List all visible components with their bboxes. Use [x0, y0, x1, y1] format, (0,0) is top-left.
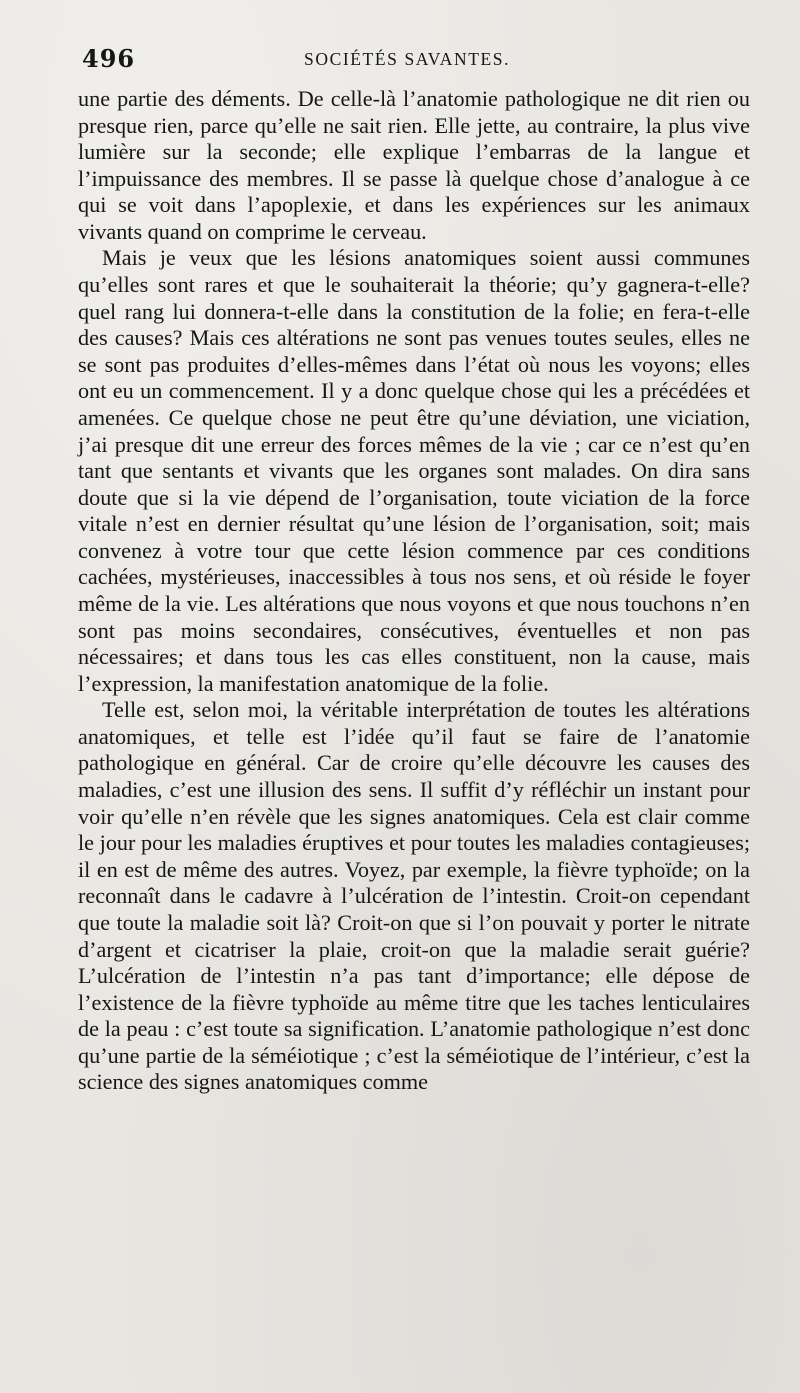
page-number: 496 [82, 44, 136, 73]
paragraph-lesions: Mais je veux que les lésions anatomiques soient aussi communes qu’elles sont rares et que le souhaiterait la théorie; qu’y gagnera-t-elle? quel rang lui donnera-t-elle dans la constitution de la folie; en fera-t-elle des causes? Mais ces altérations ne sont pas venues toutes seules, elles ne se sont pas produites d’elles-mêmes dans l’état où nous les voyons; elles ont eu un commencement. Il y a donc quelque chose qui les a précédées et amenées. Ce quelque chose ne peut être qu’une déviation, une viciation, j’ai presque dit une erreur des forces mêmes de la vie ; car ce n’est qu’en tant que sentants et vivants que les organes sont malades. On dira sans doute que si la vie dépend de l’organisation, toute viciation de la force vitale n’est en dernier résultat qu’une lésion de l’organisation, soit; mais convenez à votre tour que cette lésion commence par ces conditions cachées, mystérieuses, inaccessibles à tous nos sens, et où réside le foyer même de la vie. Les altérations que nous voyons et que nous touchons n’en sont pas moins secondaires, consécutives, éventuelles et non pas nécessaires; et dans tous les cas elles constituent, non la cause, mais l’expression, la manifestation anatomique de la folie. [78, 245, 750, 696]
running-title: SOCIÉTÉS SAVANTES. [304, 49, 511, 69]
page-header [82, 44, 752, 78]
body-text [78, 86, 750, 1096]
paragraph-interpretation: Telle est, selon moi, la véritable interprétation de toutes les altérations anatomiques, et telle est l’idée qu’il faut se faire de l’anatomie pathologique en général. Car de croire qu’elle découvre les causes des maladies, c’est une illusion des sens. Il suffit d’y réfléchir un instant pour voir qu’elle n’en révèle que les signes anatomiques. Cela est clair comme le jour pour les maladies éruptives et pour toutes les maladies contagieuses; il en est de même des autres. Voyez, par exemple, la fièvre typhoïde; on la reconnaît dans le cadavre à l’ulcération de l’intestin. Croit-on cependant que toute la maladie soit là? Croit-on que si l’on pouvait y porter le nitrate d’argent et cicatriser la plaie, croit-on que la maladie serait guérie? L’ulcération de l’intestin n’a pas tant d’importance; elle dépose de l’existence de la fièvre typhoïde au même titre que les taches lenticulaires de la peau : c’est toute sa signification. L’anatomie pathologique n’est donc qu’une partie de la séméiotique ; c’est la séméiotique de l’intérieur, c’est la science des signes anatomiques comme [78, 697, 750, 1095]
paragraph-continued: une partie des déments. De celle-là l’anatomie pathologique ne dit rien ou presque rien, parce qu’elle ne sait rien. Elle jette, au contraire, la plus vive lumière sur la seconde; elle explique l’embarras de la langue et l’impuissance des membres. Il se passe là quelque chose d’analogue à ce qui se voit dans l’apoplexie, et dans les expériences sur les animaux vivants quand on comprime le cerveau. [78, 86, 750, 244]
